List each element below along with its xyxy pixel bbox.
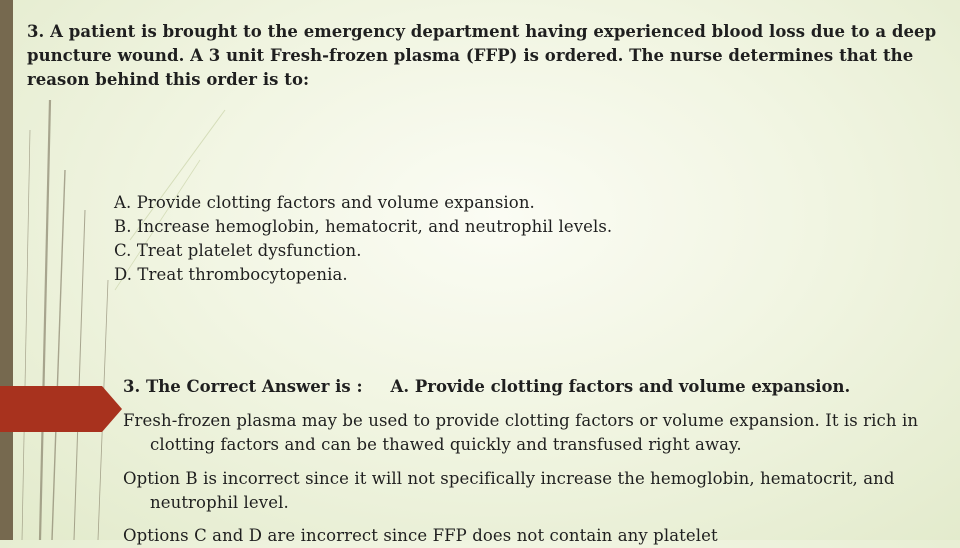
correct-answer-text: A. Provide clotting factors and volume expansion. [390,377,851,396]
option-a: A. Provide clotting factors and volume expansion. [114,193,535,212]
option-b: B. Increase hemoglobin, hematocrit, and neutrophil levels. [114,217,613,236]
answer-options [114,191,814,287]
explanation-options-c-d: Options C and D are incorrect since FFP does not contain any platelet [123,526,718,545]
explanation-ffp: Fresh-frozen plasma may be used to provide clotting factors or volume expansion. It is rich in clotting factors and can be thawed quickly and transfused right away. [123,411,919,454]
correct-answer-line [123,375,943,399]
option-c: C. Treat platelet dysfunction. [114,241,362,260]
red-arrow-accent [0,386,122,432]
correct-answer-label: 3. The Correct Answer is : [123,377,363,396]
explanation-option-b: Option B is incorrect since it will not specifically increase the hemoglobin, hematocrit, and neutrophil level. [123,469,895,512]
option-d: D. Treat thrombocytopenia. [114,265,348,284]
question-text: 3. A patient is brought to the emergency department having experienced blood loss due to a deep puncture wound. A 3 unit Fresh-frozen plasma (FFP) is ordered. The nurse determines that the reason behind this order is to: [27,22,937,89]
